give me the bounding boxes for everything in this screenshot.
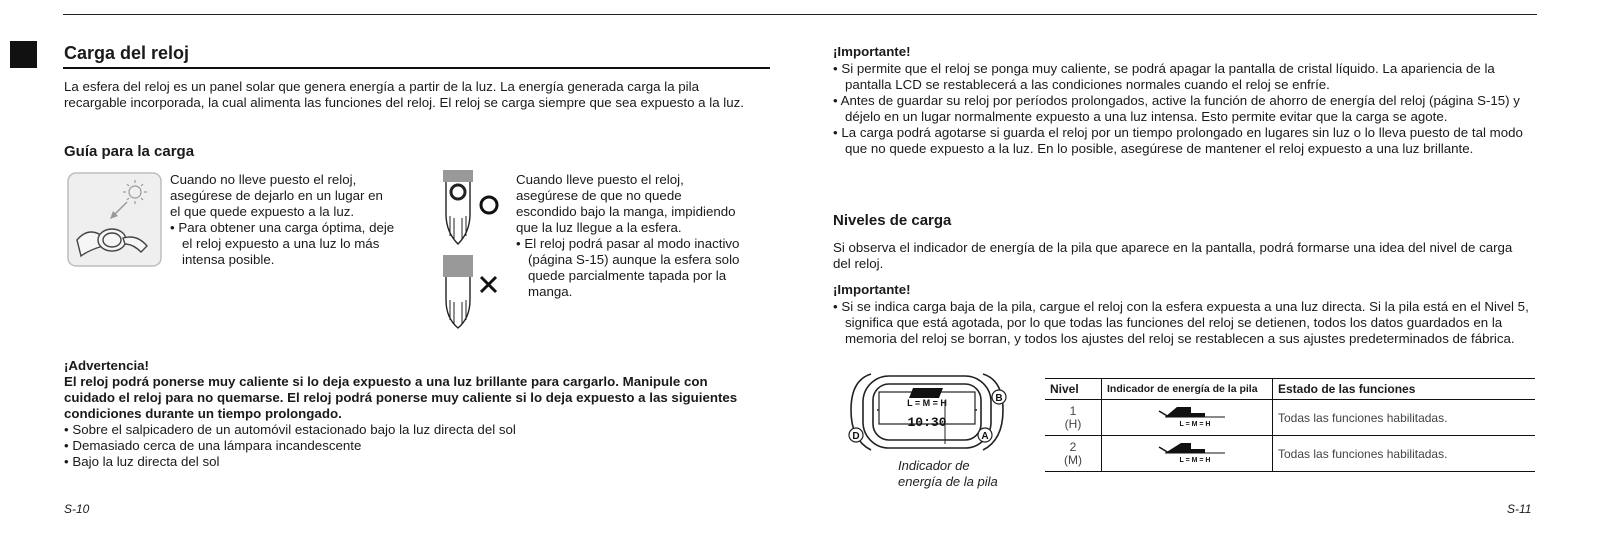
status-cell: Todas las funciones habilitadas. <box>1273 436 1536 472</box>
level-code: (M) <box>1064 452 1082 467</box>
warning-bullet: • Sobre el salpicadero de un automóvil estacionado bajo la luz directa del sol <box>64 422 754 438</box>
guide-right-line: Cuando lleve puesto el reloj, <box>516 172 684 187</box>
section-title: Carga del reloj <box>64 43 190 63</box>
table-row <box>1045 436 1535 472</box>
table-header-row <box>1045 379 1535 400</box>
table-header: Nivel <box>1045 379 1102 400</box>
level-number: 1 <box>1069 403 1077 418</box>
important-bullet: • Si permite que el reloj se ponga muy caliente, se podrá apagar la pantalla de cristal líquido. La apariencia de la pantalla LCD se restablecerá a las condiciones normales cuando el reloj se enfríe. <box>833 61 1533 93</box>
important-bullet-2: • Si se indica carga baja de la pila, cargue el reloj con la esfera expuesta a una luz directa. Si la pila está en el Nivel 5, significa que está agotada, por lo que todas las funciones del reloj se detienen, todos los datos guardados en la memoria del reloj se borran, y todos los ajustes del reloj se restablecen a sus ajustes predeterminados de fábrica. <box>833 299 1545 347</box>
guide-left-text <box>170 172 410 268</box>
important-heading: ¡Importante! <box>833 44 911 59</box>
levels-table <box>1045 378 1535 472</box>
important-list <box>833 61 1533 157</box>
indicator-label: L = M = H <box>1179 421 1211 428</box>
important-heading-2: ¡Importante! <box>833 282 911 297</box>
page-number-left: S-10 <box>64 502 90 516</box>
guide-right-line: que la luz llegue a la esfera. <box>516 220 682 235</box>
watch-caption <box>898 458 998 490</box>
warning-list <box>64 422 754 470</box>
ok-circle-icon <box>481 197 497 213</box>
button-a-label: A <box>981 431 989 442</box>
guide-right-line: escondido bajo la manga, impidiendo <box>516 204 736 219</box>
level-cell <box>1045 400 1102 436</box>
guide-heading: Guía para la carga <box>64 143 195 160</box>
warning-text: El reloj podrá ponerse muy caliente si lo deja expuesto a una luz brillante para cargarlo. Manipule con cuidado el reloj para no quemarse. El reloj podrá ponerse muy caliente si lo deja expuesto a las siguientes condiciones durante un tiempo prolongado. <box>64 374 738 421</box>
important-bullet: • La carga podrá agotarse si guarda el reloj por un tiempo prolongado en lugares sin luz o lo lleva puesto de tal modo que no quede expuesto a la luz. En lo posible, asegúrese de mantener el reloj expuesto a una luz brillante. <box>833 125 1533 157</box>
table-row <box>1045 400 1535 436</box>
level-code: (H) <box>1064 416 1082 431</box>
indicator-cell <box>1102 436 1273 472</box>
watch-caption-line: Indicador de <box>898 458 970 473</box>
guide-left-line: asegúrese de dejarlo en un lugar en <box>170 188 383 203</box>
guide-right-line: asegúrese de que no quede <box>516 188 682 203</box>
svg-text:10:30: 10:30 <box>907 415 947 430</box>
title-underline <box>63 67 770 69</box>
page-number-right: S-11 <box>1507 502 1532 516</box>
levels-intro: Si observa el indicador de energía de la pila que aparece en la pantalla, podrá formarse una idea del nivel de carga del reloj. <box>833 240 1513 271</box>
indicator-cell <box>1102 400 1273 436</box>
guide-left-line: Cuando no lleve puesto el reloj, <box>170 172 357 187</box>
warning-bullet: • Demasiado cerca de una lámpara incandescente <box>64 438 754 454</box>
guide-right-text <box>516 172 766 300</box>
section-marker <box>10 41 37 68</box>
table-header: Indicador de energía de la pila <box>1102 379 1273 400</box>
level-cell <box>1045 436 1102 472</box>
wrist-illustrations <box>440 170 502 330</box>
guide-left-line: el que quede expuesto a la luz. <box>170 204 355 219</box>
table-header: Estado de las funciones <box>1273 379 1536 400</box>
watch-sunlight-illustration <box>67 172 163 268</box>
battery-indicator-icon <box>1107 403 1267 429</box>
lcd-text: L = M = H <box>907 398 947 408</box>
important-bullet: • Antes de guardar su reloj por períodos prolongados, active la función de ahorro de energía del reloj (página S-15) y déjelo en un lugar normalmente expuesto a una luz intensa. Esto permite evitar que la carga se agote. <box>833 93 1533 125</box>
levels-heading: Niveles de carga <box>833 212 952 229</box>
warning-heading: ¡Advertencia! <box>64 358 149 373</box>
watch-diagram <box>843 370 1018 462</box>
battery-indicator-icon <box>1107 439 1267 465</box>
level-number: 2 <box>1069 439 1077 454</box>
watch-caption-line: energía de la pila <box>898 474 998 489</box>
button-d-label: D <box>852 431 860 442</box>
top-rule <box>63 14 1537 15</box>
status-cell: Todas las funciones habilitadas. <box>1273 400 1536 436</box>
warning-bullet: • Bajo la luz directa del sol <box>64 454 754 470</box>
intro-paragraph: La esfera del reloj es un panel solar que genera energía a partir de la luz. La energía generada carga la pila recargable incorporada, la cual alimenta las funciones del reloj. El reloj se carga siempre que sea expuesto a la luz. <box>64 79 744 110</box>
guide-right-bullet: • El reloj podrá pasar al modo inactivo (página S-15) aunque la esfera solo quede parcialmente tapada por la manga. <box>516 236 766 300</box>
indicator-label: L = M = H <box>1179 457 1211 464</box>
button-b-label: B <box>995 393 1003 404</box>
guide-left-bullet: • Para obtener una carga óptima, deje el reloj expuesto a una luz lo más intensa posible. <box>170 220 407 268</box>
